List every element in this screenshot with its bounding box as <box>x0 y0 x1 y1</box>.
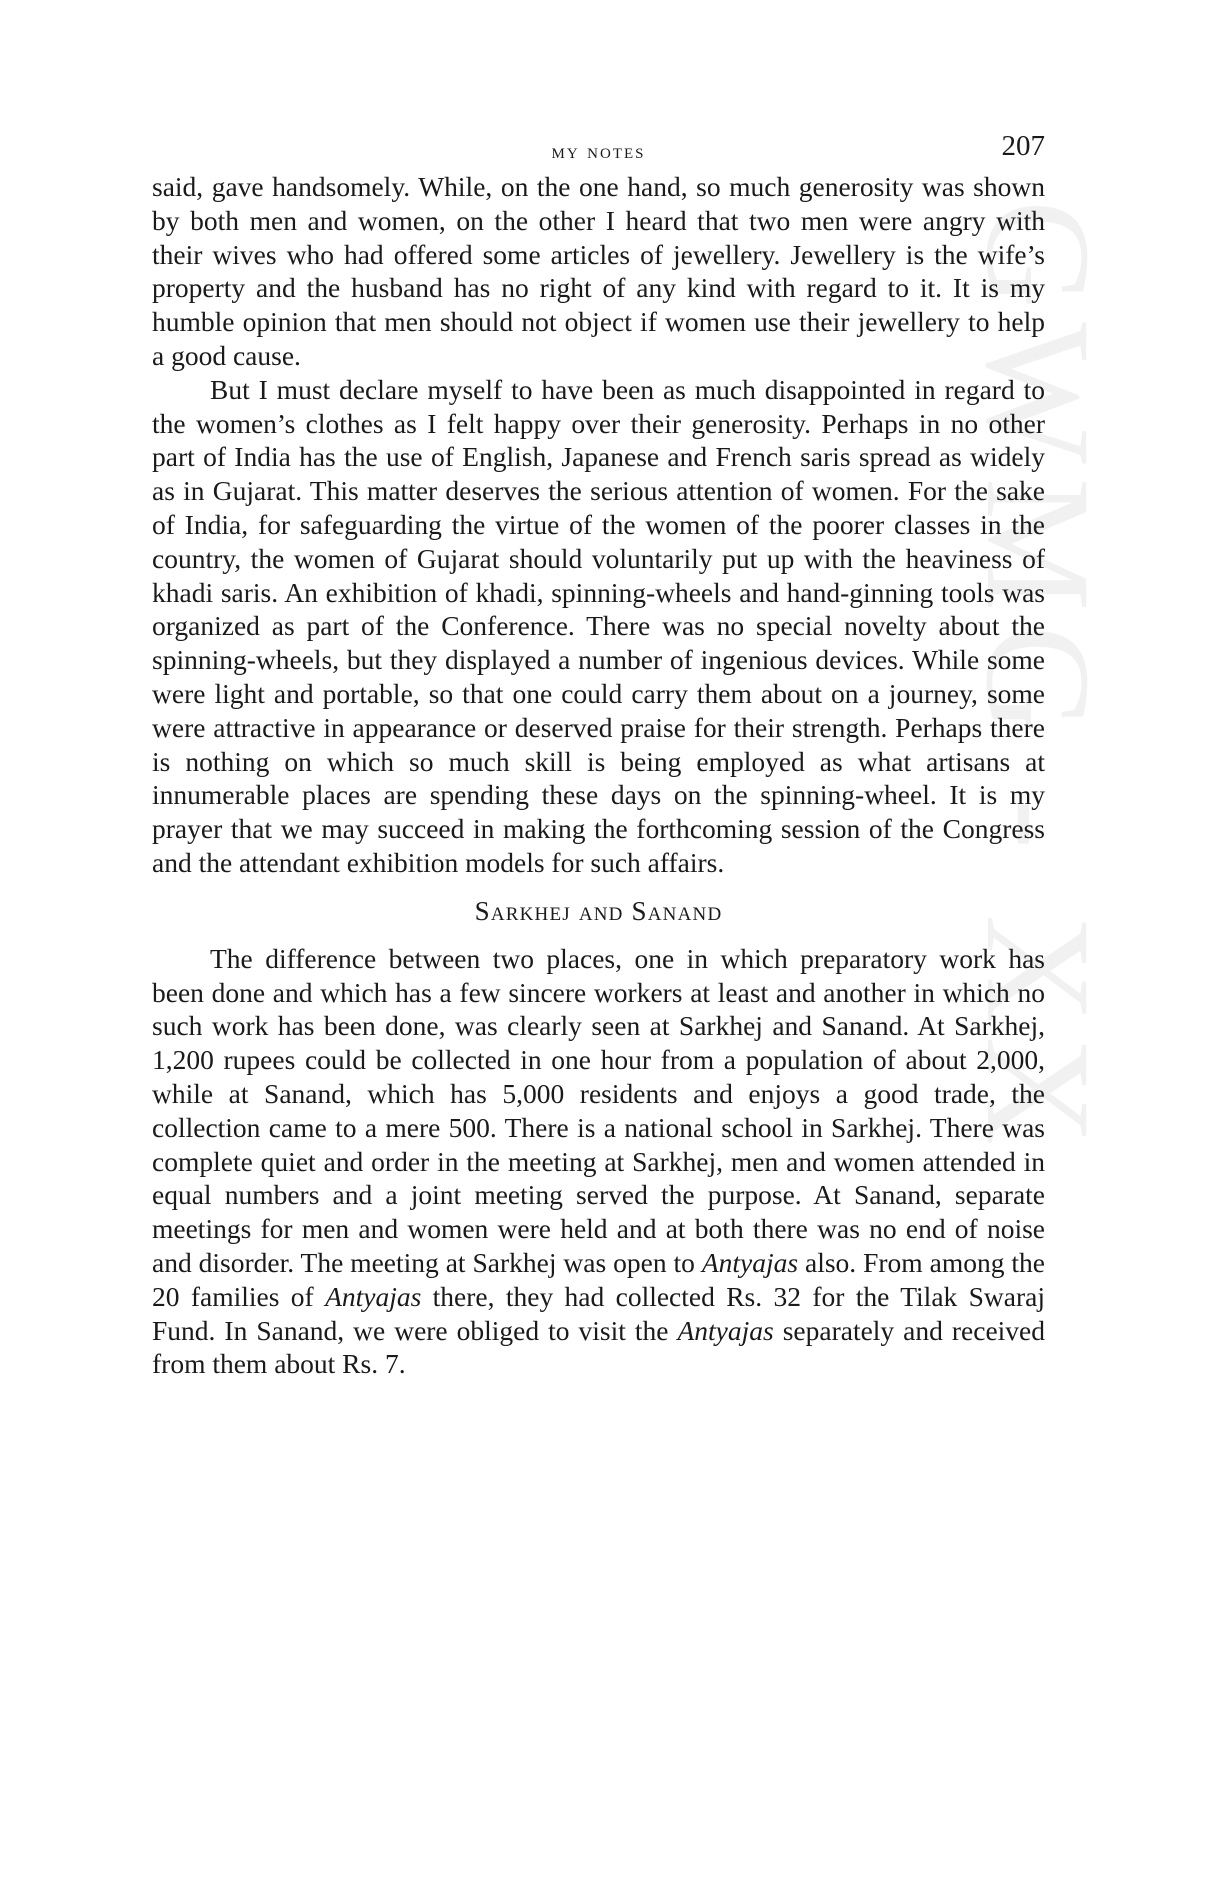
book-page <box>152 120 1045 1381</box>
running-head <box>152 120 1045 170</box>
text-run: separately and received from them about Rs. 7. <box>152 1314 1045 1380</box>
italic-term: Antyajas <box>677 1314 774 1346</box>
italic-term: Antyajas <box>325 1280 422 1312</box>
paragraph-continued: said, gave handsomely. While, on the one hand, so much generosity was shown by both men and women, on the other I heard that two men were angry with their wives who had offered some articles of jewellery. Jewellery is the wife’s property and the husband has no right of any kind with regard to it. It is my humble opinion that men should not object if women use their jewellery to help a good cause. <box>152 171 1045 371</box>
text-run: there, they had collected Rs. 32 for the Tilak Swaraj Fund. In Sanand, we were obliged to visit the <box>152 1280 1045 1346</box>
watermark: GWMG - XX <box>955 200 1121 1160</box>
text-run: also. From among the 20 families of <box>152 1246 1045 1312</box>
running-title: my notes <box>551 138 646 163</box>
paragraph-sarkhej-sanand <box>152 942 1045 1381</box>
section-heading: Sarkhej and Sanand <box>474 895 723 926</box>
text-run: The difference between two places, one in which preparatory work has been done and which has a few sincere workers at least and another in which no such work has been done, was clearly seen at Sarkhej and Sanand. At Sarkhej, 1,200 rupees could be collected in one hour from a population of about 2,000, while at Sanand, which has 5,000 residents and enjoys a good trade, the collection came to a mere 500. There is a national school in Sarkhej. There was complete quiet and order in the meeting at Sarkhej, men and women attended in equal numbers and a joint meeting served the purpose. At Sanand, separate meetings for men and women were held and at both there was no end of noise and disorder. The meeting at Sarkhej was open to <box>152 942 1045 1278</box>
page-number: 207 <box>1001 130 1045 162</box>
italic-term: Antyajas <box>701 1246 799 1278</box>
paragraph-saris-exhibition: But I must declare myself to have been as much disappointed in regard to the women’s clothes as I felt happy over their generosity. Perhaps in no other part of India has the use of English, Japanese and French saris spread as widely as in Gujarat. This matter deserves the serious attention of women. For the sake of India, for safeguarding the virtue of the women of the poorer classes in the country, the women of Gujarat should voluntarily put up with the heaviness of khadi saris. An exhibition of khadi, spinning-wheels and hand-ginning tools was organized as part of the Conference. There was no special novelty about the spinning-wheels, but they displayed a number of ingenious devices. While some were light and portable, so that one could carry them about on a journey, some were attractive in appearance or deserved praise for their strength. Perhaps there is nothing on which so much skill is being employed as what artisans at innumerable places are spending these days on the spinning-wheel. It is my prayer that we may succeed in making the forthcoming session of the Congress and the attendant exhibition models for such affairs. <box>152 373 1045 878</box>
